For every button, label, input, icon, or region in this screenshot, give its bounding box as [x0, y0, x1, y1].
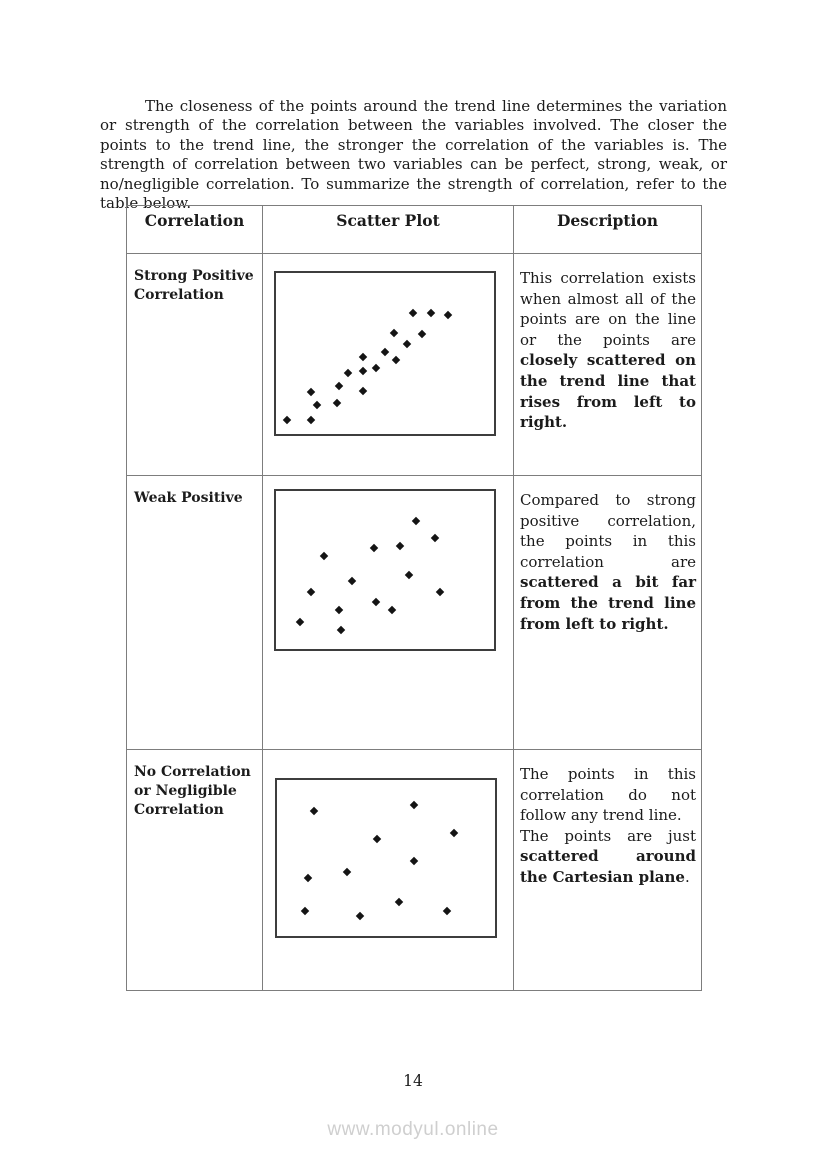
scatter-point: [359, 352, 367, 360]
page-number: 14: [403, 1072, 423, 1090]
scatter-point: [431, 534, 439, 542]
scatter-plot-weak-positive: [274, 489, 496, 651]
column-header-scatter-plot: Scatter Plot: [263, 206, 514, 254]
scatter-point: [344, 369, 352, 377]
description-weak-positive: Compared to strong positive correlation, the points in this correlation are scattered a bit far from the trend line from left to right.: [514, 476, 702, 750]
scatter-point: [320, 552, 328, 560]
scatter-point: [389, 328, 397, 336]
table-row-no-correlation: [127, 750, 702, 991]
scatter-point: [373, 835, 381, 843]
description-strong-positive: This correlation exists when almost all of the points are on the line or the points are closely scattered on the trend line that rises from left to right.: [514, 254, 702, 476]
intro-paragraph: The closeness of the points around the trend line determines the variation or strength of the correlation between the variables involved. The closer the points to the trend line, the stronger the correlation of the variables is. The strength of correlation between two variables can be perfect, strong, weak, or no/negligible correlation. To summarize the strength of correlation, refer to the table below.: [100, 97, 727, 213]
scatter-point: [307, 388, 315, 396]
scatter-plot-cell: [263, 254, 514, 476]
scatter-plot-no-correlation: [275, 778, 497, 938]
scatter-point: [372, 597, 380, 605]
table-row-weak-positive: [127, 476, 702, 750]
scatter-point: [435, 588, 443, 596]
scatter-point: [356, 911, 364, 919]
scatter-point: [301, 907, 309, 915]
scatter-point: [359, 386, 367, 394]
scatter-point: [418, 330, 426, 338]
scatter-point: [335, 605, 343, 613]
scatter-point: [310, 807, 318, 815]
scatter-point: [395, 897, 403, 905]
scatter-point: [307, 415, 315, 423]
scatter-plot-cell: [263, 476, 514, 750]
scatter-point: [403, 340, 411, 348]
scatter-point: [303, 874, 311, 882]
table-header-row: [127, 206, 702, 254]
scatter-point: [333, 399, 341, 407]
scatter-point: [337, 626, 345, 634]
scatter-point: [405, 570, 413, 578]
scatter-point: [411, 517, 419, 525]
correlation-label-no-correlation: No Correlation or Negligible Correlation: [127, 750, 263, 991]
scatter-point: [343, 868, 351, 876]
scatter-point: [296, 618, 304, 626]
scatter-point: [313, 401, 321, 409]
scatter-point: [444, 311, 452, 319]
scatter-point: [427, 309, 435, 317]
scatter-point: [392, 356, 400, 364]
scatter-point: [335, 381, 343, 389]
column-header-correlation: Correlation: [127, 206, 263, 254]
description-no-correlation: The points in this correlation do not follow any trend line. The points are just scattered around the Cartesian plane.: [514, 750, 702, 991]
scatter-point: [348, 577, 356, 585]
table-row-strong-positive: [127, 254, 702, 476]
correlation-label-strong-positive: Strong Positive Correlation: [127, 254, 263, 476]
scatter-plot-cell: [263, 750, 514, 991]
scatter-point: [409, 309, 417, 317]
scatter-point: [307, 588, 315, 596]
scatter-point: [443, 907, 451, 915]
watermark-text: www.modyul.online: [327, 1119, 499, 1140]
scatter-point: [283, 415, 291, 423]
correlation-strength-table: [126, 205, 702, 991]
scatter-point: [387, 605, 395, 613]
scatter-point: [381, 348, 389, 356]
scatter-point: [396, 542, 404, 550]
scatter-point: [359, 367, 367, 375]
scatter-point: [410, 857, 418, 865]
scatter-point: [372, 364, 380, 372]
scatter-plot-strong-positive: [274, 271, 496, 436]
scatter-point: [370, 544, 378, 552]
scatter-point: [449, 829, 457, 837]
column-header-description: Description: [514, 206, 702, 254]
correlation-label-weak-positive: Weak Positive: [127, 476, 263, 750]
scatter-point: [410, 801, 418, 809]
